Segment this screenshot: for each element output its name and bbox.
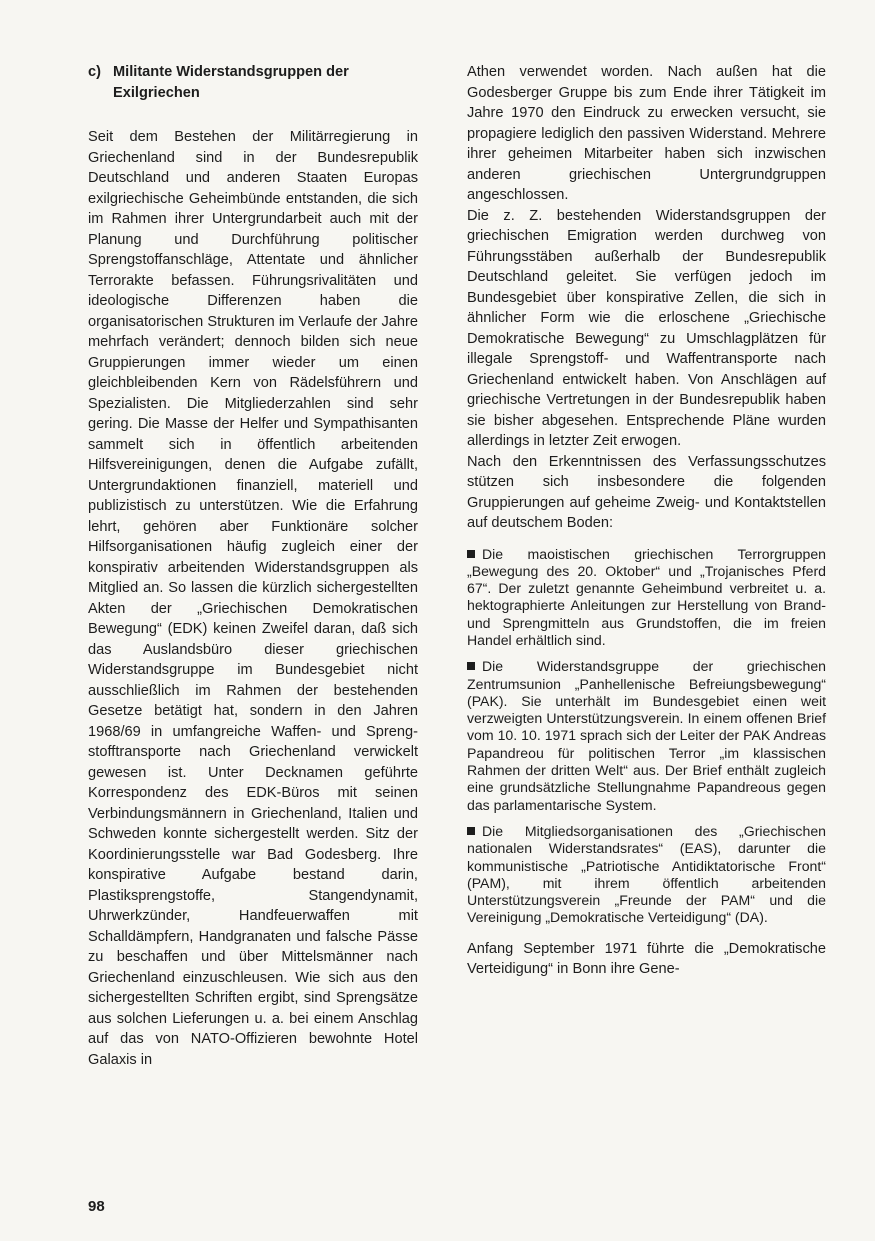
bullet-text: Die Widerstandsgruppe der griechischen Zentrumsunion „Panhellenische Befreiungsbewegung“ (PAK). Sie unterhält im Bundesgebiet einen weit verzweigten Unterstützungsverein. In einem offenen Brief vom 10. 10. 1971 sprach sich der Leiter der PAK Andreas Papandreou für politischen Terror „im klassischen Rahmen der dritten Welt“ aus. Der Brief enthält zugleich eine grundsätzliche Stellungnahme Papandreous gegen das parlamentarische System. <box>467 658 826 813</box>
body-paragraph: Anfang September 1971 führte die „Demokratische Verteidigung“ in Bonn ihre Gene- <box>467 940 826 978</box>
bullet-text: Die maoistischen griechischen Terrorgruppen „Bewegung des 20. Oktober“ und „Trojanisches Pferd 67“. Der zuletzt genannte Geheimbund verbreitet u. a. hektographierte Anleitungen zur Herstellung von Brand- und Sprengmitteln aus Grundstoffen, die im freien Handel erhältlich sind. <box>467 545 826 648</box>
section-marker: c) <box>88 64 101 80</box>
body-paragraph: Athen verwendet worden. Nach außen hat die Godesberger Gruppe bis zum Ende ihrer Tätigkeit im Jahre 1970 den Eindruck zu erwecken versucht, sie propagiere lediglich den passiven Widerstand. Mehrere ihrer geheimen Mitarbeiter haben sich inzwischen anderen griechischen Untergrundgruppen angeschlossen. <box>467 64 826 203</box>
section-heading <box>88 62 418 104</box>
bullet-square-icon <box>467 662 475 670</box>
left-column <box>88 62 418 1070</box>
bullet-text: Die Mitgliedsorganisationen des „Griechischen nationalen Widerstandsrates“ (EAS), darunter die kommunistische „Patriotische Antidiktatorische Front“ (PAM), mit ihrem öffentlich arbeitenden Unterstützungsverein „Freunde der PAM“ und die Vereinigung „Demokratische Verteidigung“ (DA). <box>467 822 826 926</box>
bullet-square-icon <box>467 550 475 558</box>
body-paragraph: Nach den Erkenntnissen des Verfassungsschutzes stützen sich insbesondere die folgenden Gruppierungen auf geheime Zweig- und Kontaktstellen auf deutschem Boden: <box>467 453 826 531</box>
body-paragraph: Seit dem Bestehen der Militärregierung in Griechenland sind in der Bundesrepublik Deutschland und anderen Staaten Europas exilgriechische Geheimbünde entstanden, die sich im Rahmen ihrer Untergrundarbeit auch mit der Planung und Durchführung politischer Sprengstoffanschläge, Attentate und ähnlicher Terrorakte befassen. Führungsrivalitäten und ideologische Differenzen haben die organisatorischen Strukturen im Verlaufe der Jahre mehrfach verändert; dennoch bilden sich neue Gruppierungen immer wieder um einen gleichbleibenden Kern von Rädelsführern und Spezialisten. Die Mitgliederzahlen sind sehr gering. Die Masse der Helfer und Sympathisanten sammelt sich in öffentlich arbeitenden Hilfsvereinigungen, denen die Aufgabe zufällt, Untergrundaktionen finanziell, materiell und publizistisch zu unterstützen. Wie die Erfahrung lehrt, gehören aber Funktionäre solcher Hilfsorganisationen häufig zugleich einer der konspirativ arbeitenden Widerstandsgruppen als Mitglied an. So lassen die kürzlich sichergestellten Akten der „Griechischen Demokratischen Bewegung“ (EDK) keinen Zweifel daran, daß sich das Auslandsbüro dieser griechischen Widerstandsgruppe im Bundesgebiet nicht ausschließlich im Rahmen der bestehenden Gesetze betätigt hat, sondern in den Jahren 1968/69 in umfangreiche Waffen- und Sprengstofftransporte nach Griechenland verwickelt gewesen ist. Unter Decknamen geführte Korrespondenz des EDK-Büros mit seinen Verbindungsmännern in Griechenland, Italien und Schweden konnte sichergestellt werden. Sitz der Koordinierungsstelle war Bad Godesberg. Ihre konspirative Aufgabe bestand darin, Plastiksprengstoffe, Stangendynamit, Uhrwerkzünder, Handfeuerwaffen mit Schalldämpfern, Handgranaten und falsche Pässe zu beschaffen und über Mittelsmänner nach Griechenland einzuschleusen. Wie sich aus den sichergestellten Schriften ergibt, sind Sprengsätze aus solchen Lieferungen u. a. bei einem Anschlag auf das von NATO-Offizieren bewohnte Hotel Galaxis in <box>88 129 418 1068</box>
bullet-item <box>467 658 826 814</box>
body-paragraph: Die z. Z. bestehenden Widerstandsgruppen der griechischen Emigration werden durchweg von Führungsstäben außerhalb der Bundesrepublik Deutschland geleitet. Sie verfügen jedoch im Bundesgebiet über konspirative Zellen, die sich in ähnlicher Form wie die erloschene „Griechische Demokratische Bewegung“ zu Umschlagplätzen für illegale Sprengstoff- und Waffentransporte nach Griechenland entwickelt haben. Von Anschlägen auf griechische Vertretungen in der Bundesrepublik haben sie bisher abgesehen. Entsprechende Pläne wurden allerdings in letzter Zeit erwogen. <box>467 207 826 449</box>
bullet-square-icon <box>467 827 475 835</box>
bullet-item <box>467 823 826 927</box>
section-heading-text: Militante Widerstandsgruppen der Exilgriechen <box>113 64 349 101</box>
bullet-item <box>467 546 826 650</box>
right-column <box>467 62 826 980</box>
page-number: 98 <box>88 1198 105 1215</box>
